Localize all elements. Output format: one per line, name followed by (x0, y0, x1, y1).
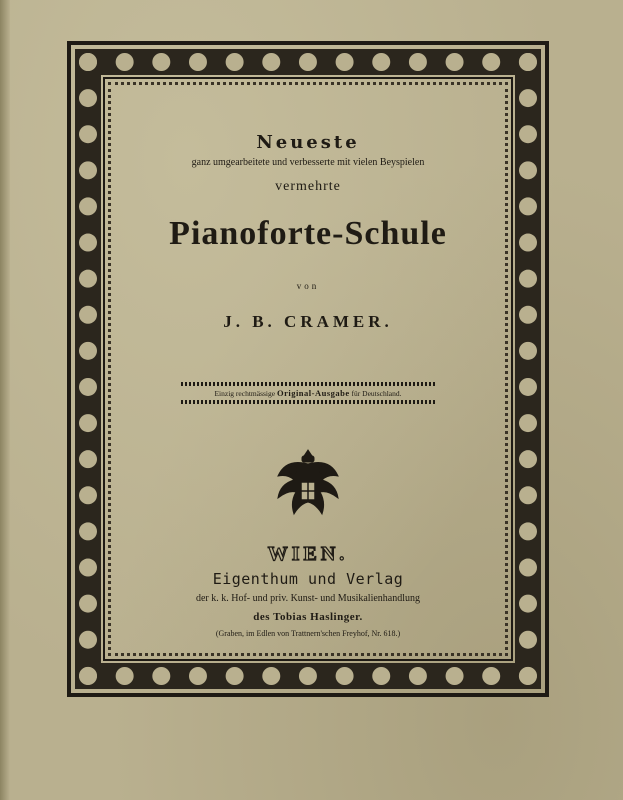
double-headed-eagle-icon (273, 448, 343, 528)
subtitle-vermehrte: vermehrte (275, 179, 341, 194)
subtitle-line: ganz umgearbeitete und verbesserte mit vielen Beyspielen (191, 157, 425, 168)
decorative-rule-bottom (181, 400, 435, 404)
edition-prefix: Einzig rechtmässige (214, 389, 276, 398)
page-edge-shadow (0, 0, 10, 800)
publisher-line-1: Eigenthum und Verlag (212, 570, 404, 588)
publisher-name: des Tobias Haslinger. (253, 611, 363, 623)
publisher-line-2: der k. k. Hof- und priv. Kunst- und Musikalienhandlung (195, 593, 421, 604)
author-name: J. B. CRAMER. (223, 312, 393, 331)
title-content (111, 85, 505, 653)
publisher-address: (Graben, im Edlen von Trattnern'schen Freyhof, Nr. 618.) (215, 629, 401, 638)
heading-neueste: Neueste (256, 132, 360, 153)
city-name: WIEN. (267, 543, 349, 565)
edition-emphasis: Original-Ausgabe (276, 388, 350, 398)
edition-note (111, 388, 505, 398)
edition-suffix: für Deutschland. (351, 389, 402, 398)
decorative-rule-top (181, 382, 435, 386)
von-label: von (296, 281, 320, 291)
page-title: Pianoforte-Schule (169, 215, 447, 252)
